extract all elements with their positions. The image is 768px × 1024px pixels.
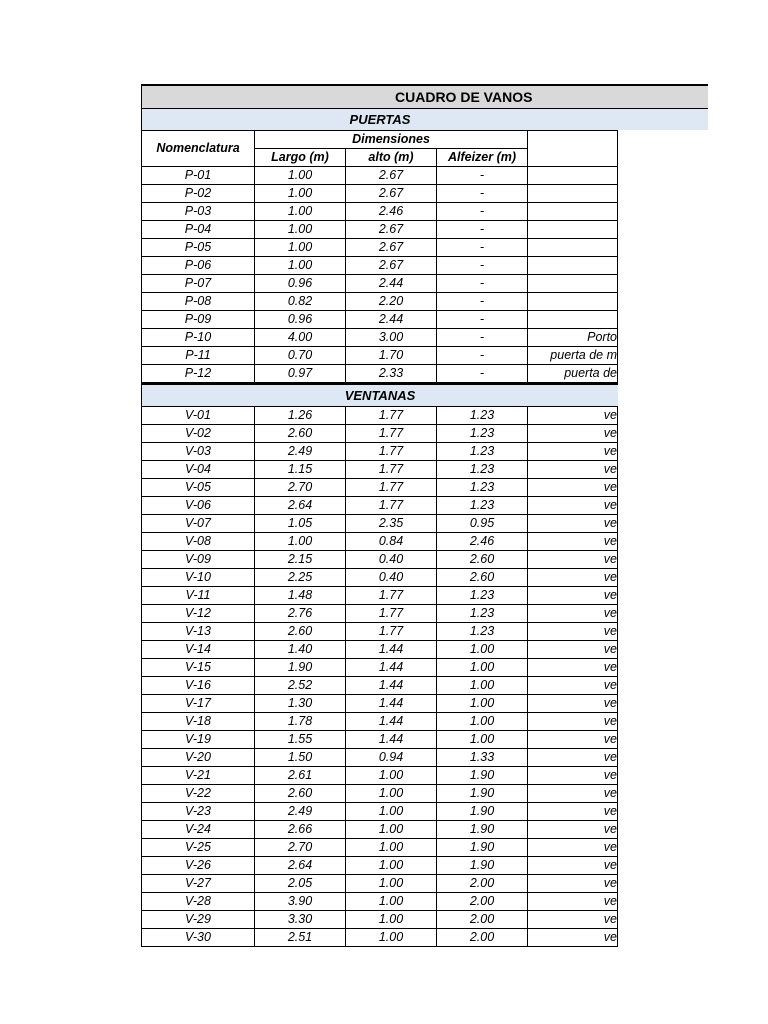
- cell-alfeizer: 1.23: [437, 497, 528, 515]
- cell-largo: 1.05: [255, 515, 346, 533]
- cell-alto: 1.77: [346, 425, 437, 443]
- cell-nomenclatura: V-17: [142, 695, 255, 713]
- cell-largo: 2.64: [255, 497, 346, 515]
- cell-alto: 1.77: [346, 605, 437, 623]
- table-row: [142, 767, 618, 785]
- cell-alfeizer: -: [437, 365, 528, 383]
- table-row: [142, 929, 618, 947]
- table-row: [142, 623, 618, 641]
- cell-alto: 1.00: [346, 893, 437, 911]
- cell-largo: 2.76: [255, 605, 346, 623]
- cell-descripcion: ve: [528, 515, 618, 533]
- cell-largo: 2.15: [255, 551, 346, 569]
- cell-alto: 1.00: [346, 929, 437, 947]
- cell-alfeizer: 1.90: [437, 857, 528, 875]
- cell-alto: 1.00: [346, 821, 437, 839]
- cell-descripcion: ve: [528, 803, 618, 821]
- cell-alfeizer: 1.00: [437, 695, 528, 713]
- table-row: [142, 605, 618, 623]
- cell-alto: 2.20: [346, 293, 437, 311]
- cell-largo: 1.48: [255, 587, 346, 605]
- cell-alfeizer: 1.23: [437, 623, 528, 641]
- cell-descripcion: ve: [528, 551, 618, 569]
- cell-largo: 2.51: [255, 929, 346, 947]
- cell-alfeizer: 1.23: [437, 407, 528, 425]
- section-bar-puertas: [141, 108, 708, 130]
- cell-nomenclatura: V-04: [142, 461, 255, 479]
- cell-alfeizer: -: [437, 221, 528, 239]
- header-dimensiones: Dimensiones: [255, 131, 528, 149]
- cell-alfeizer: 1.90: [437, 803, 528, 821]
- cell-largo: 2.61: [255, 767, 346, 785]
- cell-largo: 1.26: [255, 407, 346, 425]
- cell-alfeizer: 0.95: [437, 515, 528, 533]
- cell-nomenclatura: V-15: [142, 659, 255, 677]
- cell-nomenclatura: P-07: [142, 275, 255, 293]
- table-row: [142, 857, 618, 875]
- cell-alfeizer: 1.23: [437, 605, 528, 623]
- cell-descripcion: ve: [528, 641, 618, 659]
- cell-descripcion: [528, 167, 618, 185]
- cell-descripcion: ve: [528, 821, 618, 839]
- cell-alto: 2.46: [346, 203, 437, 221]
- cell-nomenclatura: P-10: [142, 329, 255, 347]
- cell-largo: 0.82: [255, 293, 346, 311]
- cell-alto: 0.40: [346, 551, 437, 569]
- cell-alfeizer: 1.23: [437, 461, 528, 479]
- cell-alfeizer: -: [437, 329, 528, 347]
- table-row: [142, 167, 618, 185]
- cell-descripcion: ve: [528, 569, 618, 587]
- table-row: [142, 347, 618, 365]
- cell-alto: 2.67: [346, 239, 437, 257]
- cell-nomenclatura: V-24: [142, 821, 255, 839]
- cell-nomenclatura: V-06: [142, 497, 255, 515]
- table-row: [142, 659, 618, 677]
- cell-alfeizer: 1.23: [437, 425, 528, 443]
- table-row: [142, 677, 618, 695]
- table-row: [142, 497, 618, 515]
- table-row: [142, 239, 618, 257]
- cell-alfeizer: 1.00: [437, 731, 528, 749]
- cell-descripcion: ve: [528, 425, 618, 443]
- cell-alfeizer: 1.90: [437, 785, 528, 803]
- cell-largo: 1.00: [255, 257, 346, 275]
- cell-nomenclatura: P-12: [142, 365, 255, 383]
- header-largo: Largo (m): [255, 149, 346, 167]
- cell-largo: 0.96: [255, 275, 346, 293]
- cell-descripcion: ve: [528, 479, 618, 497]
- cell-descripcion: ve: [528, 461, 618, 479]
- cell-alto: 1.44: [346, 695, 437, 713]
- table-row: [142, 821, 618, 839]
- cell-largo: 2.70: [255, 839, 346, 857]
- cell-nomenclatura: V-01: [142, 407, 255, 425]
- table-row: [142, 749, 618, 767]
- cell-alto: 1.44: [346, 713, 437, 731]
- cell-nomenclatura: P-03: [142, 203, 255, 221]
- cell-descripcion: Porto: [528, 329, 618, 347]
- table-row: [142, 695, 618, 713]
- table-row: [142, 803, 618, 821]
- cell-largo: 3.90: [255, 893, 346, 911]
- cell-alto: 2.33: [346, 365, 437, 383]
- table-row: [142, 875, 618, 893]
- cell-descripcion: ve: [528, 587, 618, 605]
- table-row: [142, 443, 618, 461]
- section-title-puertas: PUERTAS: [349, 112, 411, 127]
- cell-descripcion: [528, 239, 618, 257]
- cell-largo: 1.00: [255, 239, 346, 257]
- cell-alfeizer: 2.00: [437, 911, 528, 929]
- header-descripcion-empty: [528, 131, 618, 167]
- cell-nomenclatura: V-28: [142, 893, 255, 911]
- table-row: [142, 293, 618, 311]
- cell-largo: 2.49: [255, 443, 346, 461]
- cell-alfeizer: -: [437, 275, 528, 293]
- doors-table-body: [142, 167, 618, 383]
- cell-descripcion: [528, 275, 618, 293]
- cell-alfeizer: -: [437, 257, 528, 275]
- cell-nomenclatura: P-08: [142, 293, 255, 311]
- table-row: [142, 275, 618, 293]
- cell-largo: 1.90: [255, 659, 346, 677]
- table-row: [142, 911, 618, 929]
- cell-nomenclatura: V-27: [142, 875, 255, 893]
- table-row: [142, 407, 618, 425]
- cell-descripcion: ve: [528, 695, 618, 713]
- cell-descripcion: ve: [528, 407, 618, 425]
- cell-largo: 2.60: [255, 785, 346, 803]
- cell-alto: 2.35: [346, 515, 437, 533]
- cell-nomenclatura: V-07: [142, 515, 255, 533]
- cell-descripcion: ve: [528, 713, 618, 731]
- table-row: [142, 533, 618, 551]
- cell-largo: 1.30: [255, 695, 346, 713]
- cell-alfeizer: 2.00: [437, 893, 528, 911]
- cell-largo: 1.00: [255, 185, 346, 203]
- cell-nomenclatura: V-23: [142, 803, 255, 821]
- cell-nomenclatura: V-10: [142, 569, 255, 587]
- cell-alfeizer: 1.23: [437, 479, 528, 497]
- cell-descripcion: ve: [528, 623, 618, 641]
- cell-descripcion: ve: [528, 875, 618, 893]
- cell-descripcion: puerta de: [528, 365, 618, 383]
- cell-alfeizer: -: [437, 311, 528, 329]
- cell-alto: 1.77: [346, 443, 437, 461]
- cell-descripcion: ve: [528, 785, 618, 803]
- cell-alfeizer: 1.00: [437, 659, 528, 677]
- cell-largo: 2.52: [255, 677, 346, 695]
- cell-alto: 1.70: [346, 347, 437, 365]
- cell-alto: 1.44: [346, 677, 437, 695]
- cell-alfeizer: -: [437, 185, 528, 203]
- cell-largo: 2.64: [255, 857, 346, 875]
- cell-largo: 1.78: [255, 713, 346, 731]
- cell-descripcion: ve: [528, 533, 618, 551]
- cell-nomenclatura: P-04: [142, 221, 255, 239]
- table-row: [142, 479, 618, 497]
- cell-largo: 2.49: [255, 803, 346, 821]
- cell-nomenclatura: V-22: [142, 785, 255, 803]
- cell-descripcion: ve: [528, 929, 618, 947]
- cell-alto: 1.77: [346, 407, 437, 425]
- cell-descripcion: ve: [528, 497, 618, 515]
- cell-alfeizer: 2.60: [437, 551, 528, 569]
- sheet-title: CUADRO DE VANOS: [395, 89, 533, 105]
- table-row: [142, 641, 618, 659]
- cell-nomenclatura: V-18: [142, 713, 255, 731]
- cell-alto: 0.94: [346, 749, 437, 767]
- cell-alto: 2.67: [346, 185, 437, 203]
- table-row: [142, 365, 618, 383]
- cell-nomenclatura: V-19: [142, 731, 255, 749]
- cell-nomenclatura: V-11: [142, 587, 255, 605]
- cell-alfeizer: 2.46: [437, 533, 528, 551]
- cell-alfeizer: 2.60: [437, 569, 528, 587]
- cell-nomenclatura: P-09: [142, 311, 255, 329]
- cell-descripcion: ve: [528, 839, 618, 857]
- right-clip-area: [618, 130, 768, 990]
- table-row: [142, 185, 618, 203]
- windows-table-body: [142, 407, 618, 947]
- table-row: [142, 461, 618, 479]
- cell-alfeizer: 2.00: [437, 929, 528, 947]
- cell-nomenclatura: V-03: [142, 443, 255, 461]
- cell-alto: 1.77: [346, 461, 437, 479]
- cell-largo: 1.00: [255, 203, 346, 221]
- table-row: [142, 515, 618, 533]
- table-row: [142, 893, 618, 911]
- table-row: [142, 551, 618, 569]
- cell-alfeizer: 1.23: [437, 443, 528, 461]
- cell-nomenclatura: P-05: [142, 239, 255, 257]
- header-alto: alto (m): [346, 149, 437, 167]
- table-row: [142, 569, 618, 587]
- cell-nomenclatura: V-25: [142, 839, 255, 857]
- cell-alfeizer: -: [437, 347, 528, 365]
- cell-alto: 1.00: [346, 767, 437, 785]
- cell-nomenclatura: V-20: [142, 749, 255, 767]
- cell-largo: 2.66: [255, 821, 346, 839]
- cell-largo: 3.30: [255, 911, 346, 929]
- cell-descripcion: ve: [528, 749, 618, 767]
- cell-alto: 1.44: [346, 641, 437, 659]
- cell-alfeizer: 1.23: [437, 587, 528, 605]
- cell-nomenclatura: V-13: [142, 623, 255, 641]
- header-nomenclatura: Nomenclatura: [142, 131, 255, 167]
- table-row: [142, 785, 618, 803]
- cell-alfeizer: 1.90: [437, 839, 528, 857]
- cell-nomenclatura: V-05: [142, 479, 255, 497]
- cell-alfeizer: 2.00: [437, 875, 528, 893]
- cell-descripcion: ve: [528, 677, 618, 695]
- cell-alto: 1.44: [346, 659, 437, 677]
- table-row: [142, 329, 618, 347]
- cell-alto: 0.84: [346, 533, 437, 551]
- table-row: [142, 713, 618, 731]
- table-row: [142, 839, 618, 857]
- cell-largo: 0.96: [255, 311, 346, 329]
- cell-descripcion: [528, 293, 618, 311]
- cell-alto: 2.67: [346, 221, 437, 239]
- cell-alto: 1.00: [346, 911, 437, 929]
- cell-largo: 2.60: [255, 425, 346, 443]
- cell-largo: 1.15: [255, 461, 346, 479]
- cell-alfeizer: 1.90: [437, 821, 528, 839]
- cell-descripcion: ve: [528, 443, 618, 461]
- cell-nomenclatura: V-02: [142, 425, 255, 443]
- cell-descripcion: [528, 221, 618, 239]
- cell-largo: 1.55: [255, 731, 346, 749]
- cell-alfeizer: 1.90: [437, 767, 528, 785]
- table-row: [142, 203, 618, 221]
- cell-alto: 2.44: [346, 311, 437, 329]
- cell-alfeizer: -: [437, 167, 528, 185]
- cell-alfeizer: 1.00: [437, 641, 528, 659]
- cell-nomenclatura: V-21: [142, 767, 255, 785]
- cell-alto: 2.44: [346, 275, 437, 293]
- cell-alto: 1.77: [346, 623, 437, 641]
- title-bar: [141, 84, 708, 108]
- cell-descripcion: [528, 185, 618, 203]
- cell-descripcion: [528, 311, 618, 329]
- cell-largo: 1.00: [255, 221, 346, 239]
- cell-nomenclatura: P-11: [142, 347, 255, 365]
- cell-alto: 1.00: [346, 785, 437, 803]
- cell-alto: 1.44: [346, 731, 437, 749]
- cell-nomenclatura: V-12: [142, 605, 255, 623]
- cell-descripcion: ve: [528, 605, 618, 623]
- cell-descripcion: ve: [528, 767, 618, 785]
- cell-largo: 2.05: [255, 875, 346, 893]
- cell-nomenclatura: V-08: [142, 533, 255, 551]
- cell-alfeizer: -: [437, 293, 528, 311]
- cell-nomenclatura: V-26: [142, 857, 255, 875]
- cell-descripcion: ve: [528, 893, 618, 911]
- cell-nomenclatura: P-02: [142, 185, 255, 203]
- cell-largo: 1.40: [255, 641, 346, 659]
- table-row: [142, 257, 618, 275]
- cell-alto: 1.00: [346, 839, 437, 857]
- cell-descripcion: [528, 203, 618, 221]
- cell-alto: 1.77: [346, 479, 437, 497]
- cell-nomenclatura: V-30: [142, 929, 255, 947]
- cell-alto: 1.00: [346, 875, 437, 893]
- cell-nomenclatura: V-16: [142, 677, 255, 695]
- cell-descripcion: ve: [528, 659, 618, 677]
- table-row: [142, 311, 618, 329]
- cell-alto: 1.00: [346, 857, 437, 875]
- cell-alto: 0.40: [346, 569, 437, 587]
- doors-table: [141, 130, 618, 383]
- cell-largo: 2.25: [255, 569, 346, 587]
- cell-nomenclatura: V-14: [142, 641, 255, 659]
- table-row: [142, 587, 618, 605]
- cell-alfeizer: -: [437, 239, 528, 257]
- cell-descripcion: ve: [528, 911, 618, 929]
- table-row: [142, 221, 618, 239]
- cell-alto: 1.77: [346, 497, 437, 515]
- section-title-ventanas: VENTANAS: [344, 388, 416, 403]
- cell-alto: 1.00: [346, 803, 437, 821]
- cell-largo: 1.00: [255, 533, 346, 551]
- cell-largo: 2.70: [255, 479, 346, 497]
- windows-table: [141, 406, 618, 947]
- cell-nomenclatura: P-06: [142, 257, 255, 275]
- cell-alto: 2.67: [346, 257, 437, 275]
- cell-alto: 2.67: [346, 167, 437, 185]
- cell-alto: 1.77: [346, 587, 437, 605]
- cell-alto: 3.00: [346, 329, 437, 347]
- cell-alfeizer: -: [437, 203, 528, 221]
- cell-descripcion: puerta de m: [528, 347, 618, 365]
- cell-largo: 0.70: [255, 347, 346, 365]
- table-row: [142, 425, 618, 443]
- cell-descripcion: [528, 257, 618, 275]
- cell-largo: 1.00: [255, 167, 346, 185]
- cell-largo: 0.97: [255, 365, 346, 383]
- cell-largo: 4.00: [255, 329, 346, 347]
- cell-largo: 1.50: [255, 749, 346, 767]
- header-alfeizer: Alfeizer (m): [437, 149, 528, 167]
- cell-alfeizer: 1.00: [437, 713, 528, 731]
- cell-alfeizer: 1.33: [437, 749, 528, 767]
- cell-descripcion: ve: [528, 857, 618, 875]
- cell-descripcion: ve: [528, 731, 618, 749]
- cell-largo: 2.60: [255, 623, 346, 641]
- table-row: [142, 731, 618, 749]
- cell-nomenclatura: P-01: [142, 167, 255, 185]
- cell-nomenclatura: V-29: [142, 911, 255, 929]
- cell-nomenclatura: V-09: [142, 551, 255, 569]
- cell-alfeizer: 1.00: [437, 677, 528, 695]
